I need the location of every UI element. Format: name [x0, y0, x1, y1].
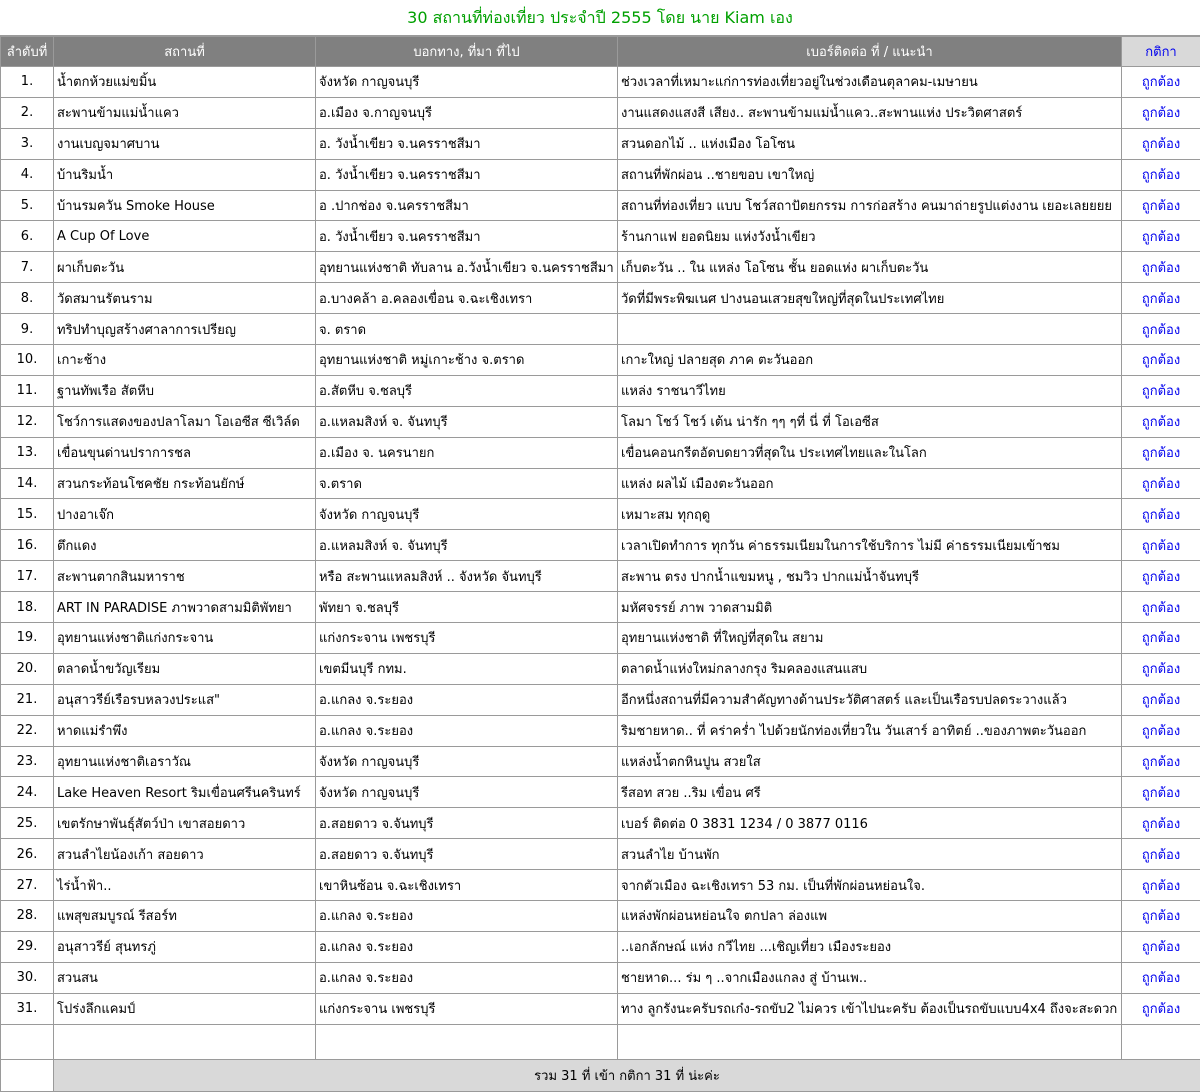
cell-rule[interactable]: ถูกต้อง — [1122, 592, 1200, 623]
cell-num[interactable]: 23. — [1, 746, 54, 777]
cell-place[interactable]: น้ำตกห้วยแม่ขมิ้น — [54, 67, 316, 98]
table-row — [1, 437, 1200, 468]
header-direction[interactable]: บอกทาง, ที่มา ที่ไป — [316, 37, 618, 67]
cell-num[interactable]: 14. — [1, 468, 54, 499]
table-row — [1, 252, 1200, 283]
cell-rule[interactable]: ถูกต้อง — [1122, 159, 1200, 190]
header-rule[interactable]: กติกา — [1122, 37, 1200, 67]
cell-contact[interactable]: ร้านกาแฟ ยอดนิยม แห่งวังน้ำเขียว — [618, 221, 1122, 252]
table-row — [1, 561, 1200, 592]
cell-num[interactable]: 8. — [1, 283, 54, 314]
header-contact[interactable]: เบอร์ติดต่อ ที่ / แนะนำ — [618, 37, 1122, 67]
cell-direction[interactable]: อ.เมือง จ.กาญจนบุรี — [316, 97, 618, 128]
cell-place[interactable]: แพสุขสมบูรณ์ รีสอร์ท — [54, 901, 316, 932]
cell-contact[interactable]: เกาะใหญ่ ปลายสุด ภาค ตะวันออก — [618, 345, 1122, 376]
cell-rule[interactable]: ถูกต้อง — [1122, 777, 1200, 808]
cell-direction[interactable]: อ.แกลง จ.ระยอง — [316, 901, 618, 932]
cell-direction[interactable]: อ.เมือง จ. นครนายก — [316, 437, 618, 468]
cell-contact[interactable]: โลมา โชว์ โชว์ เต้น น่ารัก ๆๆ ๆที่ นี่ ที่ โอเอซีส — [618, 406, 1122, 437]
table-row — [1, 345, 1200, 376]
cell-contact[interactable]: ชายหาด... ร่ม ๆ ..จากเมืองแกลง สู่ บ้านเพ.. — [618, 962, 1122, 993]
cell-num[interactable]: 17. — [1, 561, 54, 592]
places-table — [0, 36, 1200, 1092]
cell-place[interactable]: ทริปทำบุญสร้างศาลาการเปรียญ — [54, 314, 316, 345]
cell-rule[interactable]: ถูกต้อง — [1122, 561, 1200, 592]
cell-place[interactable]: อุทยานแห่งชาติแก่งกระจาน — [54, 623, 316, 654]
cell-place[interactable]: อนุสาวรีย์ สุนทรภู่ — [54, 931, 316, 962]
cell-direction[interactable]: อ.สอยดาว จ.จันทบุรี — [316, 839, 618, 870]
cell-place[interactable]: บ้านริมน้ำ — [54, 159, 316, 190]
cell-num[interactable]: 18. — [1, 592, 54, 623]
cell-num[interactable]: 27. — [1, 870, 54, 901]
table-row — [1, 375, 1200, 406]
cell-rule[interactable]: ถูกต้อง — [1122, 314, 1200, 345]
cell-place[interactable]: ตลาดน้ำขวัญเรียม — [54, 653, 316, 684]
cell-direction[interactable]: อุทยานแห่งชาติ หมู่เกาะช้าง จ.ตราด — [316, 345, 618, 376]
cell-num[interactable]: 6. — [1, 221, 54, 252]
cell-contact[interactable]: สวนลำไย บ้านพัก — [618, 839, 1122, 870]
table-row — [1, 499, 1200, 530]
cell-direction[interactable]: อุทยานแห่งชาติ ทับลาน อ.วังน้ำเขียว จ.นครราชสีมา — [316, 252, 618, 283]
cell-rule[interactable]: ถูกต้อง — [1122, 715, 1200, 746]
cell-contact[interactable]: รีสอท สวย ..ริม เขื่อน ศรี — [618, 777, 1122, 808]
blank-cell[interactable] — [54, 1024, 316, 1059]
cell-place[interactable]: ART IN PARADISE ภาพวาดสามมิติพัทยา — [54, 592, 316, 623]
cell-place[interactable]: ปางอาเจ๊ก — [54, 499, 316, 530]
blank-row — [1, 1024, 1200, 1059]
cell-contact[interactable]: สถานที่ท่องเที่ยว แบบ โชว์สถาปัตยกรรม การก่อสร้าง คนมาถ่ายรูปแต่งงาน เยอะเลยยยย — [618, 190, 1122, 221]
table-row — [1, 931, 1200, 962]
cell-place[interactable]: ตึกแดง — [54, 530, 316, 561]
cell-direction[interactable]: แก่งกระจาน เพชรบุรี — [316, 623, 618, 654]
cell-direction[interactable]: เขตมีนบุรี กทม. — [316, 653, 618, 684]
cell-rule[interactable]: ถูกต้อง — [1122, 97, 1200, 128]
blank-cell[interactable] — [1, 1024, 54, 1059]
cell-place[interactable]: โชว์การแสดงของปลาโลมา โอเอซีส ซีเวิล์ด — [54, 406, 316, 437]
cell-num[interactable]: 22. — [1, 715, 54, 746]
cell-contact[interactable] — [618, 314, 1122, 345]
cell-direction[interactable]: จังหวัด กาญจนบุรี — [316, 746, 618, 777]
cell-direction[interactable]: จ.ตราด — [316, 468, 618, 499]
cell-direction[interactable]: หรือ สะพานแหลมสิงห์ .. จังหวัด จันทบุรี — [316, 561, 618, 592]
cell-direction[interactable]: จังหวัด กาญจนบุรี — [316, 777, 618, 808]
cell-direction[interactable]: อ.แกลง จ.ระยอง — [316, 715, 618, 746]
table-row — [1, 159, 1200, 190]
cell-contact[interactable]: วัดที่มีพระพิฆเนศ ปางนอนเสวยสุขใหญ่ที่สุดในประเทศไทย — [618, 283, 1122, 314]
cell-num[interactable]: 5. — [1, 190, 54, 221]
cell-rule[interactable]: ถูกต้อง — [1122, 653, 1200, 684]
cell-contact[interactable]: สวนดอกไม้ .. แห่งเมือง โอโซน — [618, 128, 1122, 159]
table-row — [1, 993, 1200, 1024]
cell-place[interactable]: ไร่น้ำฟ้า.. — [54, 870, 316, 901]
table-row — [1, 684, 1200, 715]
cell-place[interactable]: สวนลำไยน้องเก้า สอยดาว — [54, 839, 316, 870]
cell-direction[interactable]: อ. วังน้ำเขียว จ.นครราชสีมา — [316, 221, 618, 252]
cell-place[interactable]: โปร่งลึกแคมป์ — [54, 993, 316, 1024]
cell-num[interactable]: 13. — [1, 437, 54, 468]
table-row — [1, 962, 1200, 993]
cell-direction[interactable]: อ.แกลง จ.ระยอง — [316, 931, 618, 962]
cell-num[interactable]: 1. — [1, 67, 54, 98]
cell-place[interactable]: งานเบญจมาศบาน — [54, 128, 316, 159]
cell-num[interactable]: 25. — [1, 808, 54, 839]
cell-direction[interactable]: อ .ปากช่อง จ.นครราชสีมา — [316, 190, 618, 221]
cell-contact[interactable]: ริมชายหาด.. ที่ คร่าคร่ำ ไปด้วยนักท่องเที่ยวใน วันเสาร์ อาทิตย์ ..ของภาพตะวันออก — [618, 715, 1122, 746]
cell-num[interactable]: 24. — [1, 777, 54, 808]
cell-rule[interactable]: ถูกต้อง — [1122, 375, 1200, 406]
cell-direction[interactable]: จังหวัด กาญจนบุรี — [316, 67, 618, 98]
table-row — [1, 839, 1200, 870]
cell-rule[interactable]: ถูกต้อง — [1122, 437, 1200, 468]
cell-place[interactable]: บ้านรมควัน Smoke House — [54, 190, 316, 221]
blank-cell[interactable] — [1122, 1024, 1200, 1059]
cell-num[interactable]: 7. — [1, 252, 54, 283]
cell-direction[interactable]: จ. ตราด — [316, 314, 618, 345]
cell-place[interactable]: วัดสมานรัตนราม — [54, 283, 316, 314]
cell-rule[interactable]: ถูกต้อง — [1122, 345, 1200, 376]
cell-rule[interactable]: ถูกต้อง — [1122, 406, 1200, 437]
cell-num[interactable]: 19. — [1, 623, 54, 654]
cell-rule[interactable]: ถูกต้อง — [1122, 684, 1200, 715]
cell-rule[interactable]: ถูกต้อง — [1122, 962, 1200, 993]
cell-contact[interactable]: เบอร์ ติดต่อ 0 3831 1234 / 0 3877 0116 — [618, 808, 1122, 839]
table-row — [1, 715, 1200, 746]
cell-rule[interactable]: ถูกต้อง — [1122, 808, 1200, 839]
cell-num[interactable]: 16. — [1, 530, 54, 561]
cell-direction[interactable]: พัทยา จ.ชลบุรี — [316, 592, 618, 623]
cell-rule[interactable]: ถูกต้อง — [1122, 530, 1200, 561]
cell-contact[interactable]: ช่วงเวลาที่เหมาะแก่การท่องเที่ยวอยู่ในช่วงเดือนตุลาคม-เมษายน — [618, 67, 1122, 98]
cell-contact[interactable]: อุทยานแห่งชาติ ที่ใหญ่ที่สุดใน สยาม — [618, 623, 1122, 654]
table-row — [1, 777, 1200, 808]
cell-rule[interactable]: ถูกต้อง — [1122, 931, 1200, 962]
cell-num[interactable]: 26. — [1, 839, 54, 870]
cell-contact[interactable]: ..เอกลักษณ์ แห่ง กวีไทย ...เชิญเที่ยว เมืองระยอง — [618, 931, 1122, 962]
total-edge-cell[interactable] — [1, 1059, 54, 1091]
table-row — [1, 314, 1200, 345]
cell-rule[interactable]: ถูกต้อง — [1122, 252, 1200, 283]
cell-num[interactable]: 29. — [1, 931, 54, 962]
table-row — [1, 67, 1200, 98]
cell-rule[interactable]: ถูกต้อง — [1122, 993, 1200, 1024]
cell-rule[interactable]: ถูกต้อง — [1122, 221, 1200, 252]
cell-direction[interactable]: แก่งกระจาน เพชรบุรี — [316, 993, 618, 1024]
cell-direction[interactable]: อ. วังน้ำเขียว จ.นครราชสีมา — [316, 159, 618, 190]
cell-place[interactable]: อุทยานแห่งชาติเอราวัณ — [54, 746, 316, 777]
cell-contact[interactable]: เวลาเปิดทำการ ทุกวัน ค่าธรรมเนียมในการใช้บริการ ไม่มี ค่าธรรมเนียมเข้าชม — [618, 530, 1122, 561]
blank-cell[interactable] — [316, 1024, 618, 1059]
cell-contact[interactable]: ตลาดน้ำแห่งใหม่กลางกรุง ริมคลองแสนแสบ — [618, 653, 1122, 684]
cell-contact[interactable]: สะพาน ตรง ปากน้ำแขมหนู , ชมวิว ปากแม่น้ำจันทบุรี — [618, 561, 1122, 592]
cell-direction[interactable]: อ.แกลง จ.ระยอง — [316, 962, 618, 993]
cell-num[interactable]: 12. — [1, 406, 54, 437]
cell-direction[interactable]: จังหวัด กาญจนบุรี — [316, 499, 618, 530]
cell-num[interactable]: 2. — [1, 97, 54, 128]
table-row — [1, 406, 1200, 437]
cell-place[interactable]: เขตรักษาพันธุ์สัตว์ป่า เขาสอยดาว — [54, 808, 316, 839]
cell-contact[interactable]: มหัศจรรย์ ภาพ วาดสามมิติ — [618, 592, 1122, 623]
cell-place[interactable]: ผาเก็บตะวัน — [54, 252, 316, 283]
total-cell[interactable]: รวม 31 ที่ เข้า กติกา 31 ที่ น่ะค่ะ — [54, 1059, 1200, 1091]
cell-contact[interactable]: แหล่งพักผ่อนหย่อนใจ ตกปลา ล่องแพ — [618, 901, 1122, 932]
table-row — [1, 592, 1200, 623]
cell-num[interactable]: 11. — [1, 375, 54, 406]
table-row — [1, 901, 1200, 932]
cell-num[interactable]: 4. — [1, 159, 54, 190]
cell-num[interactable]: 10. — [1, 345, 54, 376]
cell-num[interactable]: 30. — [1, 962, 54, 993]
cell-contact[interactable]: แหล่งน้ำตกหินปูน สวยใส — [618, 746, 1122, 777]
cell-num[interactable]: 20. — [1, 653, 54, 684]
table-row — [1, 746, 1200, 777]
cell-rule[interactable]: ถูกต้อง — [1122, 839, 1200, 870]
cell-direction[interactable]: อ.สอยดาว จ.จันทบุรี — [316, 808, 618, 839]
cell-rule[interactable]: ถูกต้อง — [1122, 901, 1200, 932]
cell-contact[interactable]: อีกหนึ่งสถานที่มีความสำคัญทางด้านประวัติศาสตร์ และเป็นเรือรบปลดระวางแล้ว — [618, 684, 1122, 715]
cell-contact[interactable]: ทาง ลูกรังนะครับรถเก๋ง-รถขับ2 ไม่ควร เข้าไปนะครับ ต้องเป็นรถขับแบบ4x4 ถึงจะสะดวก — [618, 993, 1122, 1024]
cell-num[interactable]: 9. — [1, 314, 54, 345]
blank-cell[interactable] — [618, 1024, 1122, 1059]
cell-contact[interactable]: เก็บตะวัน .. ใน แหล่ง โอโซน ชั้น ยอดแห่ง ผาเก็บตะวัน — [618, 252, 1122, 283]
cell-place[interactable]: อนุสาวรีย์เรือรบหลวงประแส" — [54, 684, 316, 715]
cell-contact[interactable]: แหล่ง ผลไม้ เมืองตะวันออก — [618, 468, 1122, 499]
cell-place[interactable]: หาดแม่รำพึง — [54, 715, 316, 746]
table-row — [1, 530, 1200, 561]
cell-rule[interactable]: ถูกต้อง — [1122, 746, 1200, 777]
cell-num[interactable]: 3. — [1, 128, 54, 159]
cell-rule[interactable]: ถูกต้อง — [1122, 499, 1200, 530]
cell-contact[interactable]: เหมาะสม ทุกฤดู — [618, 499, 1122, 530]
table-row — [1, 870, 1200, 901]
cell-num[interactable]: 28. — [1, 901, 54, 932]
cell-contact[interactable]: เขื่อนคอนกรีตอัดบดยาวที่สุดใน ประเทศไทยและในโลก — [618, 437, 1122, 468]
cell-place[interactable]: เกาะช้าง — [54, 345, 316, 376]
cell-place[interactable]: สะพานข้ามแม่น้ำแคว — [54, 97, 316, 128]
cell-rule[interactable]: ถูกต้อง — [1122, 870, 1200, 901]
sheet-title: 30 สถานที่ท่องเที่ยว ประจำปี 2555 โดย นาย Kiam เอง — [0, 0, 1200, 36]
cell-place[interactable]: เขื่อนขุนด่านปราการชล — [54, 437, 316, 468]
cell-contact[interactable]: งานแสดงแสงสี เสียง.. สะพานข้ามแม่น้ำแคว..สะพานแห่ง ประวิตศาสตร์ — [618, 97, 1122, 128]
cell-place[interactable]: สวนสน — [54, 962, 316, 993]
cell-num[interactable]: 31. — [1, 993, 54, 1024]
cell-rule[interactable]: ถูกต้อง — [1122, 190, 1200, 221]
cell-direction[interactable]: อ.สัตหีบ จ.ชลบุรี — [316, 375, 618, 406]
table-row — [1, 468, 1200, 499]
cell-direction[interactable]: อ. วังน้ำเขียว จ.นครราชสีมา — [316, 128, 618, 159]
cell-direction[interactable]: เขาหินซ้อน จ.ฉะเชิงเทรา — [316, 870, 618, 901]
header-num[interactable]: ลำดับที่ — [1, 37, 54, 67]
cell-contact[interactable]: แหล่ง ราชนาวีไทย — [618, 375, 1122, 406]
cell-place[interactable]: สะพานตากสินมหาราช — [54, 561, 316, 592]
cell-contact[interactable]: จากตัวเมือง ฉะเชิงเทรา 53 กม. เป็นที่พักผ่อนหย่อนใจ. — [618, 870, 1122, 901]
cell-rule[interactable]: ถูกต้อง — [1122, 283, 1200, 314]
cell-direction[interactable]: อ.แหลมสิงห์ จ. จันทบุรี — [316, 406, 618, 437]
cell-place[interactable]: A Cup Of Love — [54, 221, 316, 252]
cell-num[interactable]: 15. — [1, 499, 54, 530]
cell-rule[interactable]: ถูกต้อง — [1122, 623, 1200, 654]
cell-rule[interactable]: ถูกต้อง — [1122, 468, 1200, 499]
cell-direction[interactable]: อ.บางคล้า อ.คลองเขื่อน จ.ฉะเชิงเทรา — [316, 283, 618, 314]
cell-rule[interactable]: ถูกต้อง — [1122, 128, 1200, 159]
cell-rule[interactable]: ถูกต้อง — [1122, 67, 1200, 98]
table-row — [1, 190, 1200, 221]
cell-place[interactable]: Lake Heaven Resort ริมเขื่อนศรีนครินทร์ — [54, 777, 316, 808]
cell-num[interactable]: 21. — [1, 684, 54, 715]
cell-direction[interactable]: อ.แกลง จ.ระยอง — [316, 684, 618, 715]
table-row — [1, 221, 1200, 252]
table-row — [1, 808, 1200, 839]
cell-place[interactable]: ฐานทัพเรือ สัตหีบ — [54, 375, 316, 406]
header-row — [1, 37, 1200, 67]
cell-place[interactable]: สวนกระท้อนโชคชัย กระท้อนยักษ์ — [54, 468, 316, 499]
table-row — [1, 653, 1200, 684]
table-row — [1, 623, 1200, 654]
header-place[interactable]: สถานที่ — [54, 37, 316, 67]
table-row — [1, 283, 1200, 314]
cell-contact[interactable]: สถานที่พักผ่อน ..ชายขอบ เขาใหญ่ — [618, 159, 1122, 190]
table-row — [1, 97, 1200, 128]
cell-direction[interactable]: อ.แหลมสิงห์ จ. จันทบุรี — [316, 530, 618, 561]
table-row — [1, 128, 1200, 159]
total-row — [1, 1059, 1200, 1091]
